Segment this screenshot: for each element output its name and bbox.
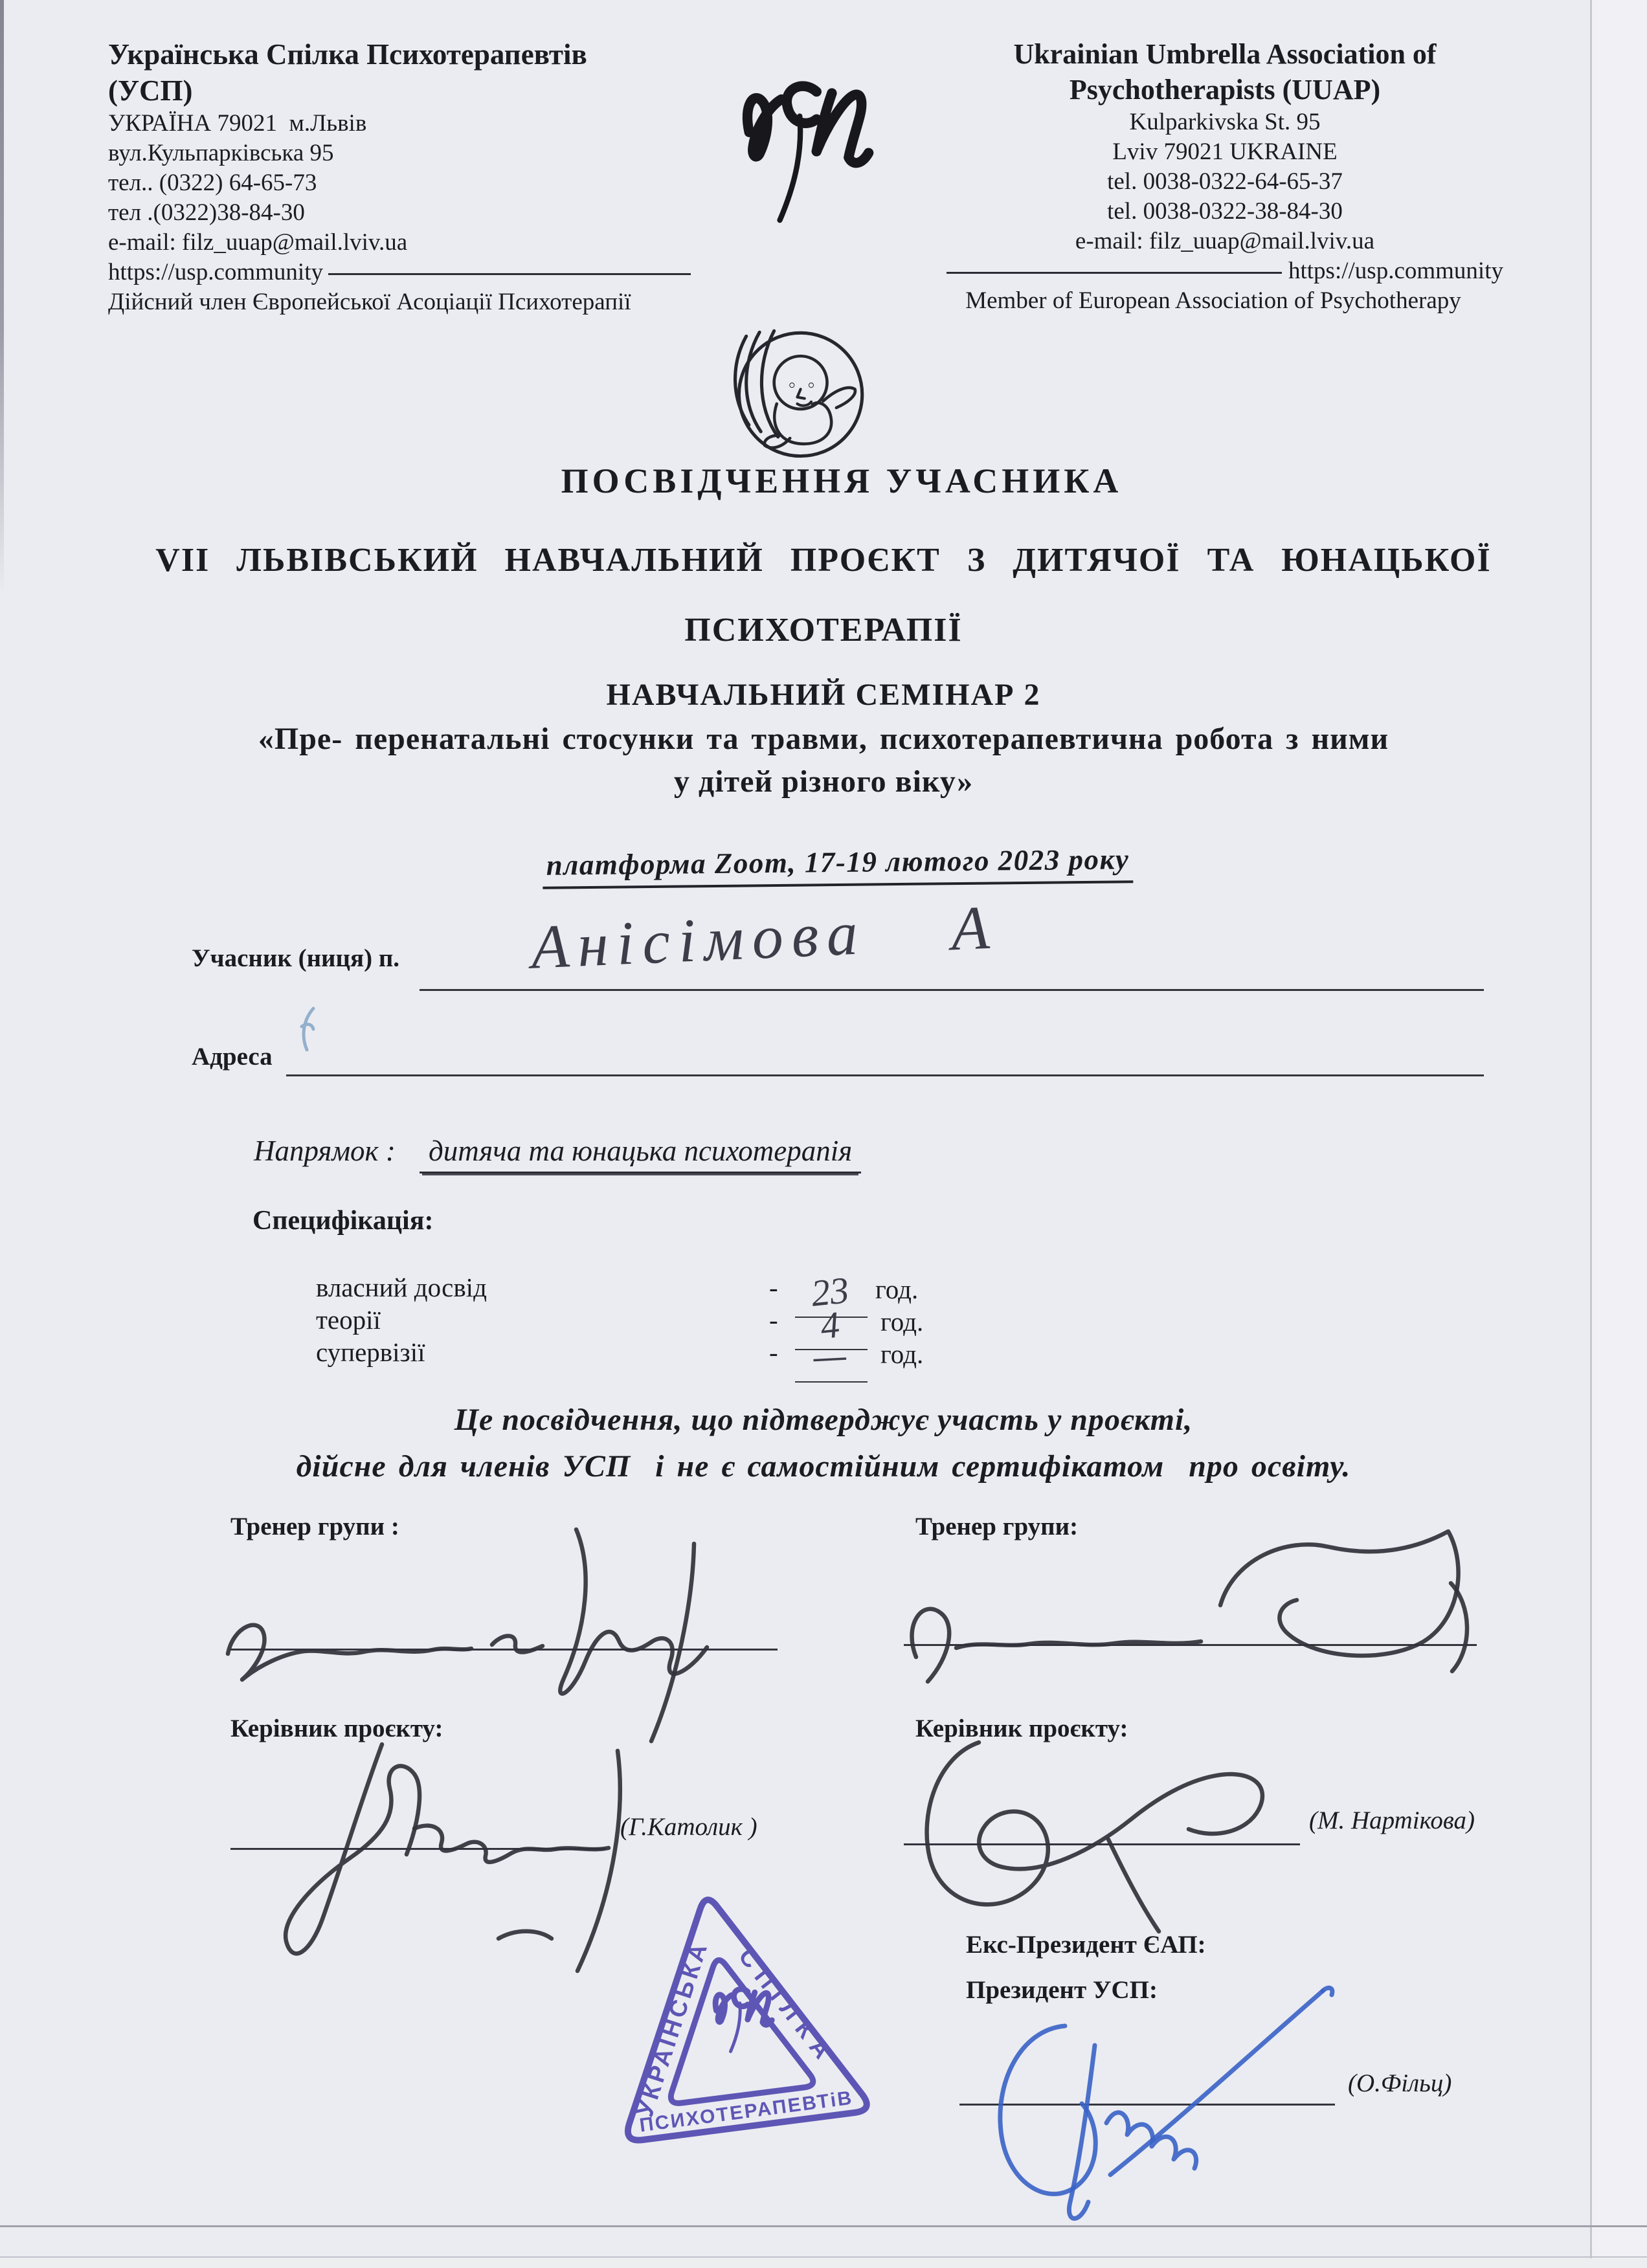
stamp-text-right: СПІЛКА xyxy=(733,1943,841,2071)
org-ua-country: УКРАЇНА 79021 м.Львів xyxy=(108,110,367,137)
project-title-line1: VII ЛЬВІВСЬКИЙ НАВЧАЛЬНИЙ ПРОЄКТ З ДИТЯЧОЇ ТА ЮНАЦЬКОЇ xyxy=(155,542,1492,579)
lead-right-name: (М. Нартікова) xyxy=(1309,1807,1475,1834)
org-block-en xyxy=(947,36,1503,316)
org-en-phone2: tel. 0038-0322-38-84-30 xyxy=(1107,198,1343,225)
spec-unit: год. xyxy=(880,1307,924,1337)
org-en-email: e-mail: filz_uuap@mail.lviv.ua xyxy=(1075,228,1375,254)
lead-left-label: Керівник проєкту: xyxy=(230,1715,443,1742)
spec-row-dash: - xyxy=(769,1305,778,1335)
seminar-topic-line2: у дітей різного віку» xyxy=(673,764,974,799)
spec-row-dash: - xyxy=(769,1273,778,1302)
org-block-ua xyxy=(108,36,691,317)
specification-title: Специфікація: xyxy=(252,1206,434,1236)
platform-row xyxy=(14,837,1647,888)
scan-edge-bottom-line1 xyxy=(0,2225,1647,2227)
org-title-en-line2: Psychotherapists (UUAP) xyxy=(1069,74,1381,106)
seminar-topic-line1: «Пре- перенатальні стосунки та травми, психотерапевтична робота з ними xyxy=(258,722,1389,756)
trainer-right-label: Тренер групи: xyxy=(915,1513,1079,1540)
org-title-en-line1: Ukrainian Umbrella Association of xyxy=(1013,38,1437,70)
scan-edge-bottom-area xyxy=(0,2258,1647,2268)
statement-line2: дійсне для членів УСП і не є самостійним сертифікатом про освіту. xyxy=(296,1449,1351,1484)
org-ua-website-row xyxy=(108,258,691,287)
spec-hours-handwritten: 23 xyxy=(809,1269,851,1315)
seminar-title: НАВЧАЛЬНИЙ СЕМІНАР 2 xyxy=(606,678,1041,712)
trainer-left-label: Тренер групи : xyxy=(230,1513,399,1540)
participant-name-handwritten: Анісімова А xyxy=(530,892,1000,982)
spec-row-label: власний досвід xyxy=(316,1273,487,1302)
stamp-monogram xyxy=(715,1989,772,2051)
participant-line xyxy=(420,989,1484,991)
spec-unit: год. xyxy=(875,1274,919,1304)
website-underscore-line xyxy=(947,272,1282,274)
spec-row-dash: - xyxy=(769,1337,778,1367)
project-title-line2: ПСИХОТЕРАПІЇ xyxy=(684,612,963,649)
spec-hours-handwritten: 4 xyxy=(818,1303,842,1348)
lead-left-name: (Г.Католик ) xyxy=(620,1813,757,1841)
blue-ink-smudge xyxy=(293,1005,321,1056)
org-en-street: Kulparkivska St. 95 xyxy=(1129,109,1321,135)
president-name: (О.Фільц) xyxy=(1348,2069,1452,2097)
org-en-city: Lviv 79021 UKRAINE xyxy=(1112,139,1338,165)
direction-value: дитяча та юнацька психотерапія xyxy=(420,1134,861,1173)
scan-edge-left xyxy=(0,0,4,595)
participant-label: Учасник (ниця) п. xyxy=(192,944,400,972)
spec-row-label: теорії xyxy=(316,1305,381,1335)
platform-date-line: платформа Zoom, 17-19 лютого 2023 року xyxy=(542,843,1133,889)
scan-edge-bottom-line2 xyxy=(0,2256,1647,2258)
statement-line1: Це посвідчення, що підтверджує участь у проєкті, xyxy=(454,1403,1193,1437)
scan-edge-right-line xyxy=(1590,0,1592,2268)
org-ua-email: e-mail: filz_uuap@mail.lviv.ua xyxy=(108,229,408,256)
org-en-phone1: tel. 0038-0322-64-65-37 xyxy=(1107,168,1343,195)
spec-hours-handwritten: — xyxy=(812,1337,847,1375)
org-ua-membership: Дійсний член Європейської Асоціації Психотерапії xyxy=(108,289,631,315)
lead-right-label: Керівник проєкту: xyxy=(915,1715,1128,1742)
spec-hours-line xyxy=(795,1381,868,1383)
president-label: Президент УСП: xyxy=(966,1976,1158,2004)
stamp-text-left: УКРАЇНСЬКА xyxy=(631,1937,713,2120)
angel-baby-emblem xyxy=(726,324,869,467)
address-line xyxy=(286,1074,1484,1076)
org-ua-street: вул.Кульпарківська 95 xyxy=(108,140,334,166)
org-title-ua-line2: (УСП) xyxy=(108,74,193,107)
direction-label: Напрямок : xyxy=(254,1135,396,1167)
spec-row-label: супервізії xyxy=(316,1337,425,1367)
expresident-label: Екс-Президент ЄАП: xyxy=(966,1931,1206,1959)
address-label: Адреса xyxy=(192,1043,273,1071)
lead-right-signature xyxy=(901,1723,1354,1937)
trainer-right-signature xyxy=(897,1521,1492,1735)
website-underscore-line xyxy=(328,273,691,275)
org-en-membership: Member of European Association of Psychotherapy xyxy=(965,287,1461,314)
spec-unit: год. xyxy=(880,1339,924,1369)
org-ua-phone2: тел .(0322)38-84-30 xyxy=(108,199,305,226)
usp-triangle-stamp xyxy=(607,1885,892,2163)
org-ua-website: https://usp.community xyxy=(108,259,323,285)
certificate-title: ПОСВІДЧЕННЯ УЧАСНИКА xyxy=(561,461,1123,500)
scan-edge-right-area xyxy=(1592,0,1647,2268)
president-signature xyxy=(968,1968,1382,2246)
org-en-website-row xyxy=(947,256,1503,286)
usp-monogram-logo xyxy=(725,60,880,228)
org-en-website: https://usp.community xyxy=(1288,258,1503,284)
stamp-text-bottom: ПСИХОТЕРАПЕВТіВ xyxy=(638,2087,855,2137)
org-title-ua-line1: Українська Спілка Психотерапевтів xyxy=(108,38,587,71)
org-ua-phone1: тел.. (0322) 64-65-73 xyxy=(108,170,317,196)
